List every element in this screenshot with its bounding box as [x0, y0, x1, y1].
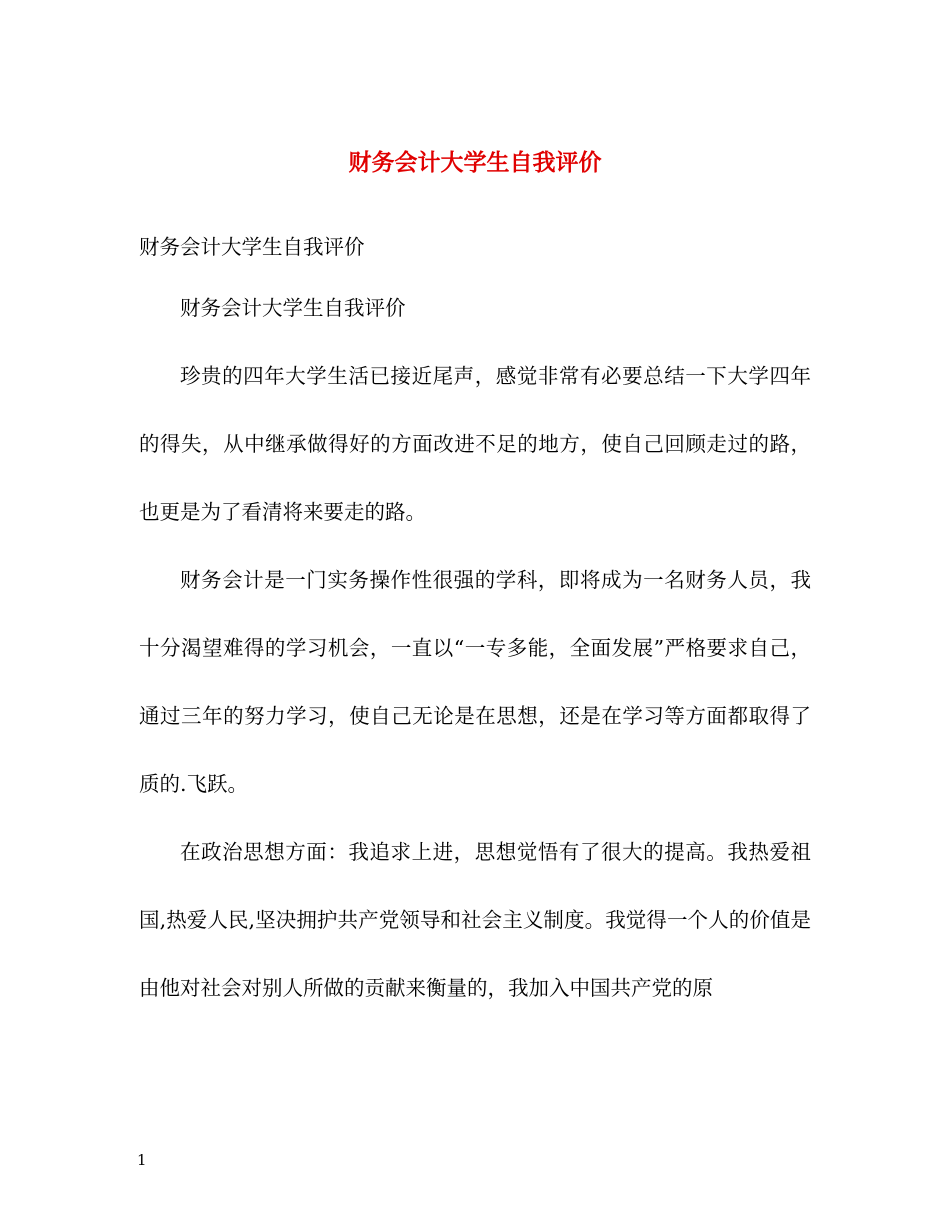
document-subtitle: 财务会计大学生自我评价 — [139, 235, 365, 259]
page-number: 1 — [137, 1151, 147, 1169]
document-title: 财务会计大学生自我评价 — [348, 149, 602, 176]
paragraph-accounting: 财务会计是一门实务操作性很强的学科，即将成为一名财务人员，我十分渴望难得的学习机会，一直以“一专多能，全面发展”严格要求自己，通过三年的努力学习，使自己无论是在思想，还是在学习等方面都取得了质的.飞跃。 — [139, 568, 811, 796]
document-body — [139, 290, 811, 1022]
paragraph-heading: 财务会计大学生自我评价 — [180, 296, 406, 320]
paragraph-political: 在政治思想方面：我追求上进，思想觉悟有了很大的提高。我热爱祖国,热爱人民,坚决拥护共产党领导和社会主义制度。我觉得一个人的价值是由他对社会对别人所做的贡献来衡量的，我加入中国共产党的原 — [139, 840, 811, 1000]
paragraph-intro: 珍贵的四年大学生活已接近尾声，感觉非常有必要总结一下大学四年的得失，从中继承做得好的方面改进不足的地方，使自己回顾走过的路，也更是为了看清将来要走的路。 — [139, 364, 811, 524]
